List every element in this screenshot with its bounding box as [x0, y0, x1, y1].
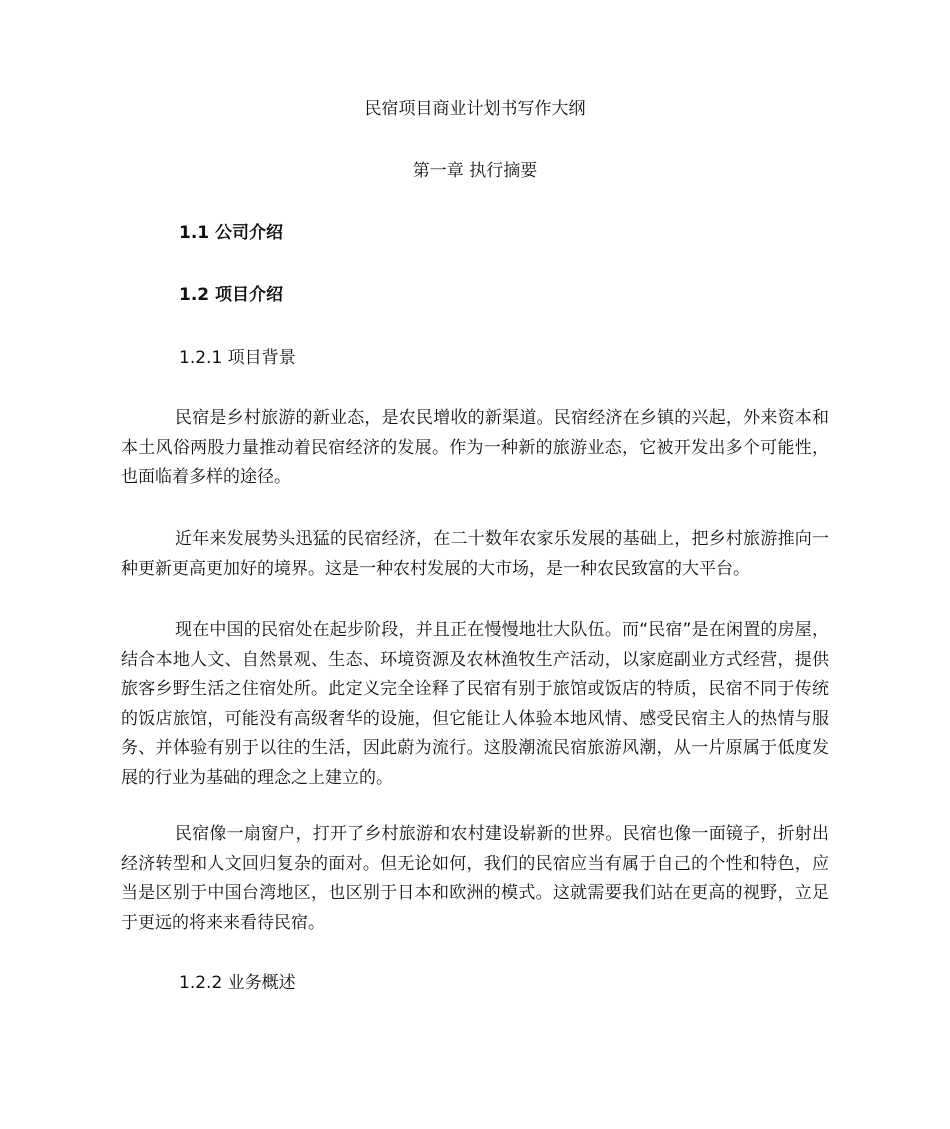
subsection-heading-project-background: 1.2.1 项目背景 — [179, 348, 296, 368]
subsection-heading-business-overview: 1.2.2 业务概述 — [179, 973, 296, 993]
paragraph-minsu-new-business: 民宿是乡村旅游的新业态，是农民增收的新渠道。民宿经济在乡镇的兴起，外来资本和本土风俗两股力量推动着民宿经济的发展。作为一种新的旅游业态，它被开发出多个可能性，也面临着多样的途径。 — [121, 408, 829, 487]
paragraph-minsu-economy-growth: 近年来发展势头迅猛的民宿经济，在二十数年农家乐发展的基础上，把乡村旅游推向一种更新更高更加好的境界。这是一种农村发展的大市场，是一种农民致富的大平台。 — [121, 529, 829, 579]
document-title: 民宿项目商业计划书写作大纲 — [364, 99, 586, 119]
section-heading-company-intro: 1.1 公司介绍 — [179, 223, 284, 243]
paragraph-minsu-window: 民宿像一扇窗户，打开了乡村旅游和农村建设崭新的世界。民宿也像一面镜子，折射出经济转型和人文回归复杂的面对。但无论如何，我们的民宿应当有属于自己的个性和特色，应当是区别于中国台湾地区，也区别于日本和欧洲的模式。这就需要我们站在更高的视野，立足于更远的将来来看待民宿。 — [121, 824, 829, 933]
section-heading-project-intro: 1.2 项目介绍 — [179, 285, 284, 305]
paragraph-minsu-definition: 现在中国的民宿处在起步阶段，并且正在慢慢地壮大队伍。而“民宿”是在闲置的房屋，结合本地人文、自然景观、生态、环境资源及农林渔牧生产活动，以家庭副业方式经营，提供旅客乡野生活之住宿处所。此定义完全诠释了民宿有别于旅馆或饭店的特质，民宿不同于传统的饭店旅馆，可能没有高级奢华的设施，但它能让人体验本地风情、感受民宿主人的热情与服务、并体验有别于以往的生活，因此蔚为流行。这股潮流民宿旅游风潮，从一片原属于低度发展的行业为基础的理念之上建立的。 — [121, 620, 829, 788]
chapter-title: 第一章 执行摘要 — [412, 161, 538, 181]
